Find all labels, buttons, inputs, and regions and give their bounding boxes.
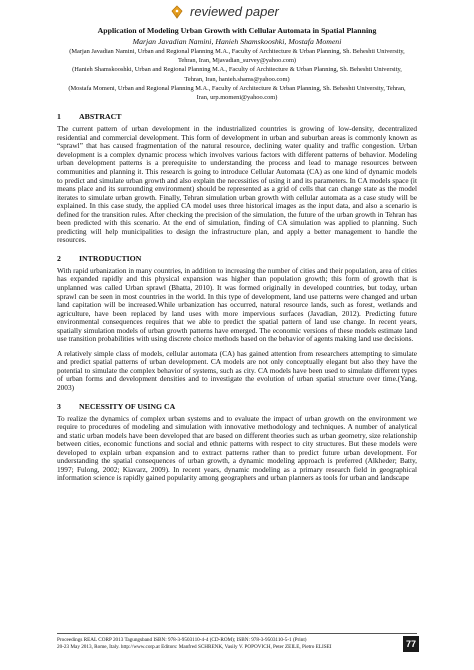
section-title: INTRODUCTION (79, 253, 142, 263)
review-banner-label: reviewed paper (190, 4, 279, 19)
paper-authors: Marjan Javadian Namini, Hanieh Shamskooshki, Mostafa Momeni (132, 37, 342, 46)
section-number: 3 (57, 401, 61, 411)
footer-proceedings-line: Proceedings REAL CORP 2013 Tagungsband ISBN: 978-3-9503110-4-4 (CD-ROM); ISBN: 978-3-9503110-5-1 (Print) (57, 637, 307, 643)
affiliations (57, 48, 417, 102)
page-footer (57, 633, 417, 658)
pen-nib-icon (170, 5, 184, 19)
affiliation-line: Iran, urp.momeni@yahoo.com) (196, 94, 278, 102)
affiliation-line: Tehran, Iran, Mjavadian_survey@yahoo.com) (177, 57, 297, 65)
section-number: 1 (57, 112, 61, 122)
affiliation-line: (Mostafa Momeni, Urban and Regional Planning M.A., Faculty of Architecture & Urban Planning, Sh. Beheshti University, Tehran, (68, 84, 406, 92)
section-title: ABSTRACT (79, 112, 122, 122)
section-number: 2 (57, 253, 61, 263)
review-banner-inner (170, 4, 279, 19)
section-heading-abstract (57, 112, 417, 121)
abstract-paragraph: The current pattern of urban development in the industrialized countries is growing of low-density, decentralized residential and commercial development. This form of development in urban and suburban areas is commonly known as “sprawl” that has caused fragmentation of the natural resource, declining water quality and traffic congestion. Urban development is a complex dynamic process which involves various factors with different patterns of behavior. Modeling urban development patterns is a prerequisite to understanding the process and lead to manage resources between communities and planning it. This research is going to introduce Cellular Automata (CA) as one kind of dynamic models to predict and simulate urban growth and also explain the necessities of using it and its parameters. In CA models space (it means place and its surrounding environment) should be represented as a grid of cells that can change state as the model iterates to simulate urban growth. Finally, Tehran simulation urban growth with cellular automata as a case study will be explained. In this case study, the applied CA model uses three historical images as the input data, and also a scenario is defined for the transition rules. After checking the precision of the simulation, the future of the urban growth in Tehran has been predicted with this scenario. At the end of simulation, finding of CA simulation was applied to planning. Such predicting will help municipalities to design the infrastructure plan, and apply a better management to handle the resources. (57, 124, 417, 245)
footer-editors-line: 20-23 May 2013, Rome, Italy. http://www.corp.at Editors: Manfred SCHRENK, Vasily V. POPOVICH, Peter ZEILE, Pietro ELISEI (57, 644, 332, 650)
section-heading-introduction (57, 254, 417, 263)
introduction-paragraph: With rapid urbanization in many countries, in addition to increasing the number of cities and their population, area of cities has expanded rapidly and this physical expansion was higher than population growth; this form of growth that is unplanned was called Urban sprawl (Bhatta, 2010). It was formed originally in developed countries, but today, urban sprawl can be seen in most countries in the world. In this type of development, land use patterns were changed and urban land capitation will be increased.While urbanization has occurred, natural resource lands, such as forest, wetlands and agriculture, have been replaced by land uses with more impervious surfaces (Javadian, 2012). Predicting future environmental consequences requires that we able to predict the spatial pattern of land use change. In recent years, spatially simulation models of urban growth patterns have emerged. The economic versions of these models estimate land use transition probabilities with using discrete choice methods based on the behavior of agents making land use decisions. (57, 265, 417, 344)
paper-title: Application of Modeling Urban Growth with Cellular Automata in Spatial Planning (97, 26, 377, 35)
section-heading-necessity (57, 402, 417, 411)
introduction-paragraph: A relatively simple class of models, cellular automata (CA) has gained attention from researchers attempting to simulate and predict spatial patterns of urban development. CA models are not only conceptually elegant but also they have the potential to simulate the complex behavior of systems, such as city. CA models have been used to simulate different types of urban forms and development densities and to investigate the evolution of urban spatial structure over time.(Yang, 2003) (57, 348, 417, 392)
section-title: NECESSITY OF USING CA (79, 401, 176, 411)
footer-text (57, 637, 332, 651)
affiliation-line: Tehran, Iran, hanieh.shams@yahoo.com) (184, 75, 290, 83)
affiliation-line: (Hanieh Shamskooshki, Urban and Regional Planning M.A., Faculty of Architecture & Urban Planning, Sh. Beheshti University, (72, 66, 402, 74)
affiliation-line: (Marjan Javadian Namini, Urban and Regional Planning M.A., Faculty of Architecture & Urban Planning, Sh. Beheshti University, (69, 48, 405, 55)
page-number-badge: 77 (403, 636, 419, 652)
review-banner (0, 0, 474, 28)
paper-content (57, 26, 417, 489)
necessity-paragraph: To realize the dynamics of complex urban systems and to evaluate the impact of urban growth on the environment we require to procedures of modeling and simulation with innovative methodology and techniques. A number of analytical and static urban models have been developed that are based on different theories such as urban geometry, size relationship between cities, economic functions and social and ethnic patterns with respect to city structures. But these models were developed to explain urban expansion and to extract patterns rather than to predict future urban development. For understanding the spatial consequences of urban growth, a dynamic modeling approach is preferred (Alkheder; Batty, 1997; Fulong, 2002; Kiavarz, 2009). In recent years, dynamic modeling as a primary research field in geographical information science is rapidly gained popularity among geographers and urban planners as tools for urban and landscape (57, 413, 417, 483)
